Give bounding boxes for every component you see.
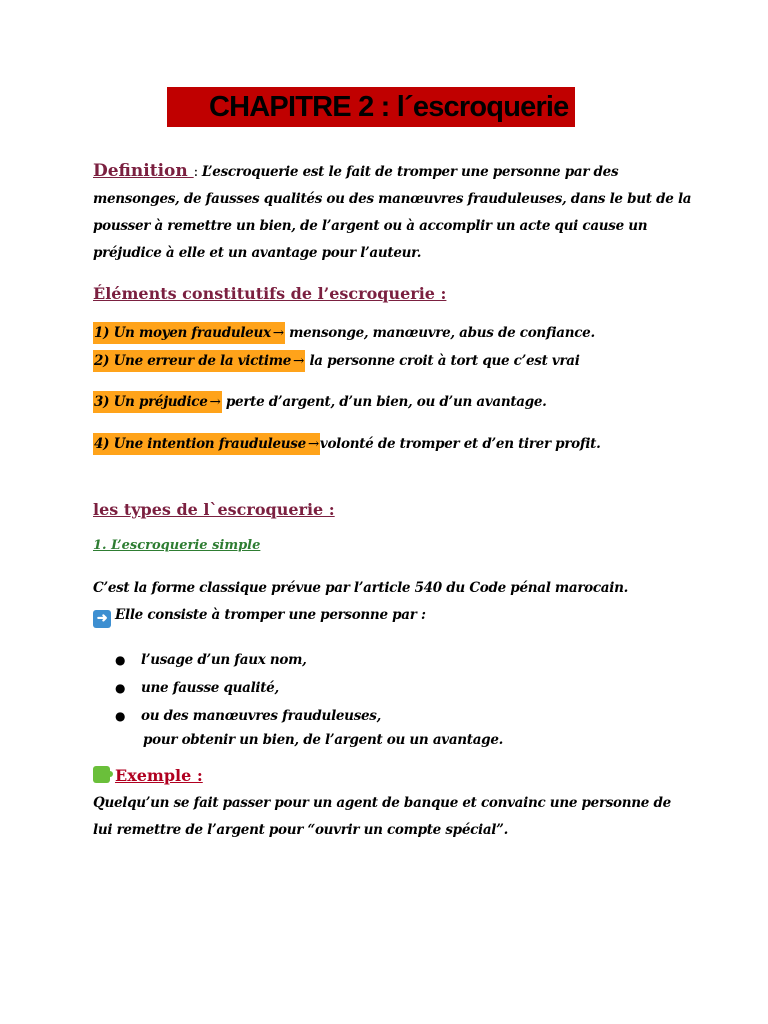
- list-item-text: l’usage d’un faux nom,: [141, 652, 307, 668]
- element-item-1-label: 1) Un moyen frauduleux: [94, 325, 271, 341]
- means-purpose: pour obtenir un bien, de l’argent ou un avantage.: [143, 732, 504, 748]
- definition-paragraph: [93, 158, 693, 267]
- puzzle-icon: [93, 766, 110, 783]
- consists-text: Elle consiste à tromper une personne par :: [115, 607, 426, 623]
- element-item-1-text: mensonge, manœuvre, abus de confiance.: [284, 325, 595, 341]
- element-item-4-text: volonté de tromper et d’en tirer profit.: [319, 436, 601, 452]
- bullet-icon: ●: [115, 681, 126, 695]
- elements-heading: Éléments constitutifs de l’escroquerie :: [93, 284, 447, 303]
- element-item-2-label: 2) Une erreur de la victime: [94, 353, 292, 369]
- element-item-3-highlight: [93, 391, 222, 413]
- arrow-icon: →: [293, 353, 305, 369]
- chapter-title-text: CHAPITRE 2 : l´escroquerie: [209, 91, 569, 123]
- element-item-4-highlight: [93, 433, 320, 455]
- list-item: [115, 674, 381, 702]
- list-item: [115, 646, 381, 674]
- element-item-3-text: perte d’argent, d’un bien, ou d’un avantage.: [221, 394, 547, 410]
- example-label: Exemple :: [115, 766, 203, 785]
- element-item-1-highlight: [93, 322, 285, 344]
- element-item-3-label: 3) Un préjudice: [94, 394, 208, 410]
- bullet-icon: ●: [115, 653, 126, 667]
- list-item-text: ou des manœuvres frauduleuses,: [141, 708, 381, 724]
- bullet-icon: ●: [115, 709, 126, 723]
- list-item-text: une fausse qualité,: [141, 680, 279, 696]
- element-item-1: [93, 322, 595, 344]
- chapter-title: [167, 87, 575, 127]
- element-item-2: [93, 350, 580, 372]
- definition-label: Definition: [93, 161, 194, 181]
- element-item-4-label: 4) Une intention frauduleuse: [94, 436, 306, 452]
- arrow-icon: →: [272, 325, 284, 341]
- element-item-3: [93, 391, 547, 413]
- simple-fraud-intro: C’est la forme classique prévue par l’article 540 du Code pénal marocain.: [93, 580, 628, 596]
- simple-fraud-heading: 1. L’escroquerie simple: [93, 538, 261, 553]
- arrow-icon: →: [209, 394, 221, 410]
- consists-line: [93, 604, 426, 628]
- types-heading: les types de l`escroquerie :: [93, 500, 335, 519]
- definition-colon: :: [193, 164, 202, 180]
- element-item-4: [93, 433, 601, 455]
- definition-text: L’escroquerie est le fait de tromper une personne par des mensonges, de fausses qualités ou des manœuvres frauduleuses, dans le but de la pousser à remettre un bien, de l’argent ou à accomplir un acte qui cause un préjudice à elle et un avantage pour l’auteur.: [93, 164, 692, 261]
- arrow-icon: →: [307, 436, 319, 452]
- example-paragraph: [93, 790, 693, 844]
- right-arrow-icon: ➜: [93, 610, 111, 628]
- element-item-2-highlight: [93, 350, 305, 372]
- element-item-2-text: la personne croit à tort que c’est vrai: [305, 353, 580, 369]
- example-heading: [93, 766, 203, 785]
- list-item: [115, 702, 381, 730]
- means-list: [115, 646, 381, 730]
- example-text: Quelqu’un se fait passer pour un agent de banque et convainc une personne de lui remettre de l’argent pour “ouvrir un compte spécial”.: [93, 795, 671, 838]
